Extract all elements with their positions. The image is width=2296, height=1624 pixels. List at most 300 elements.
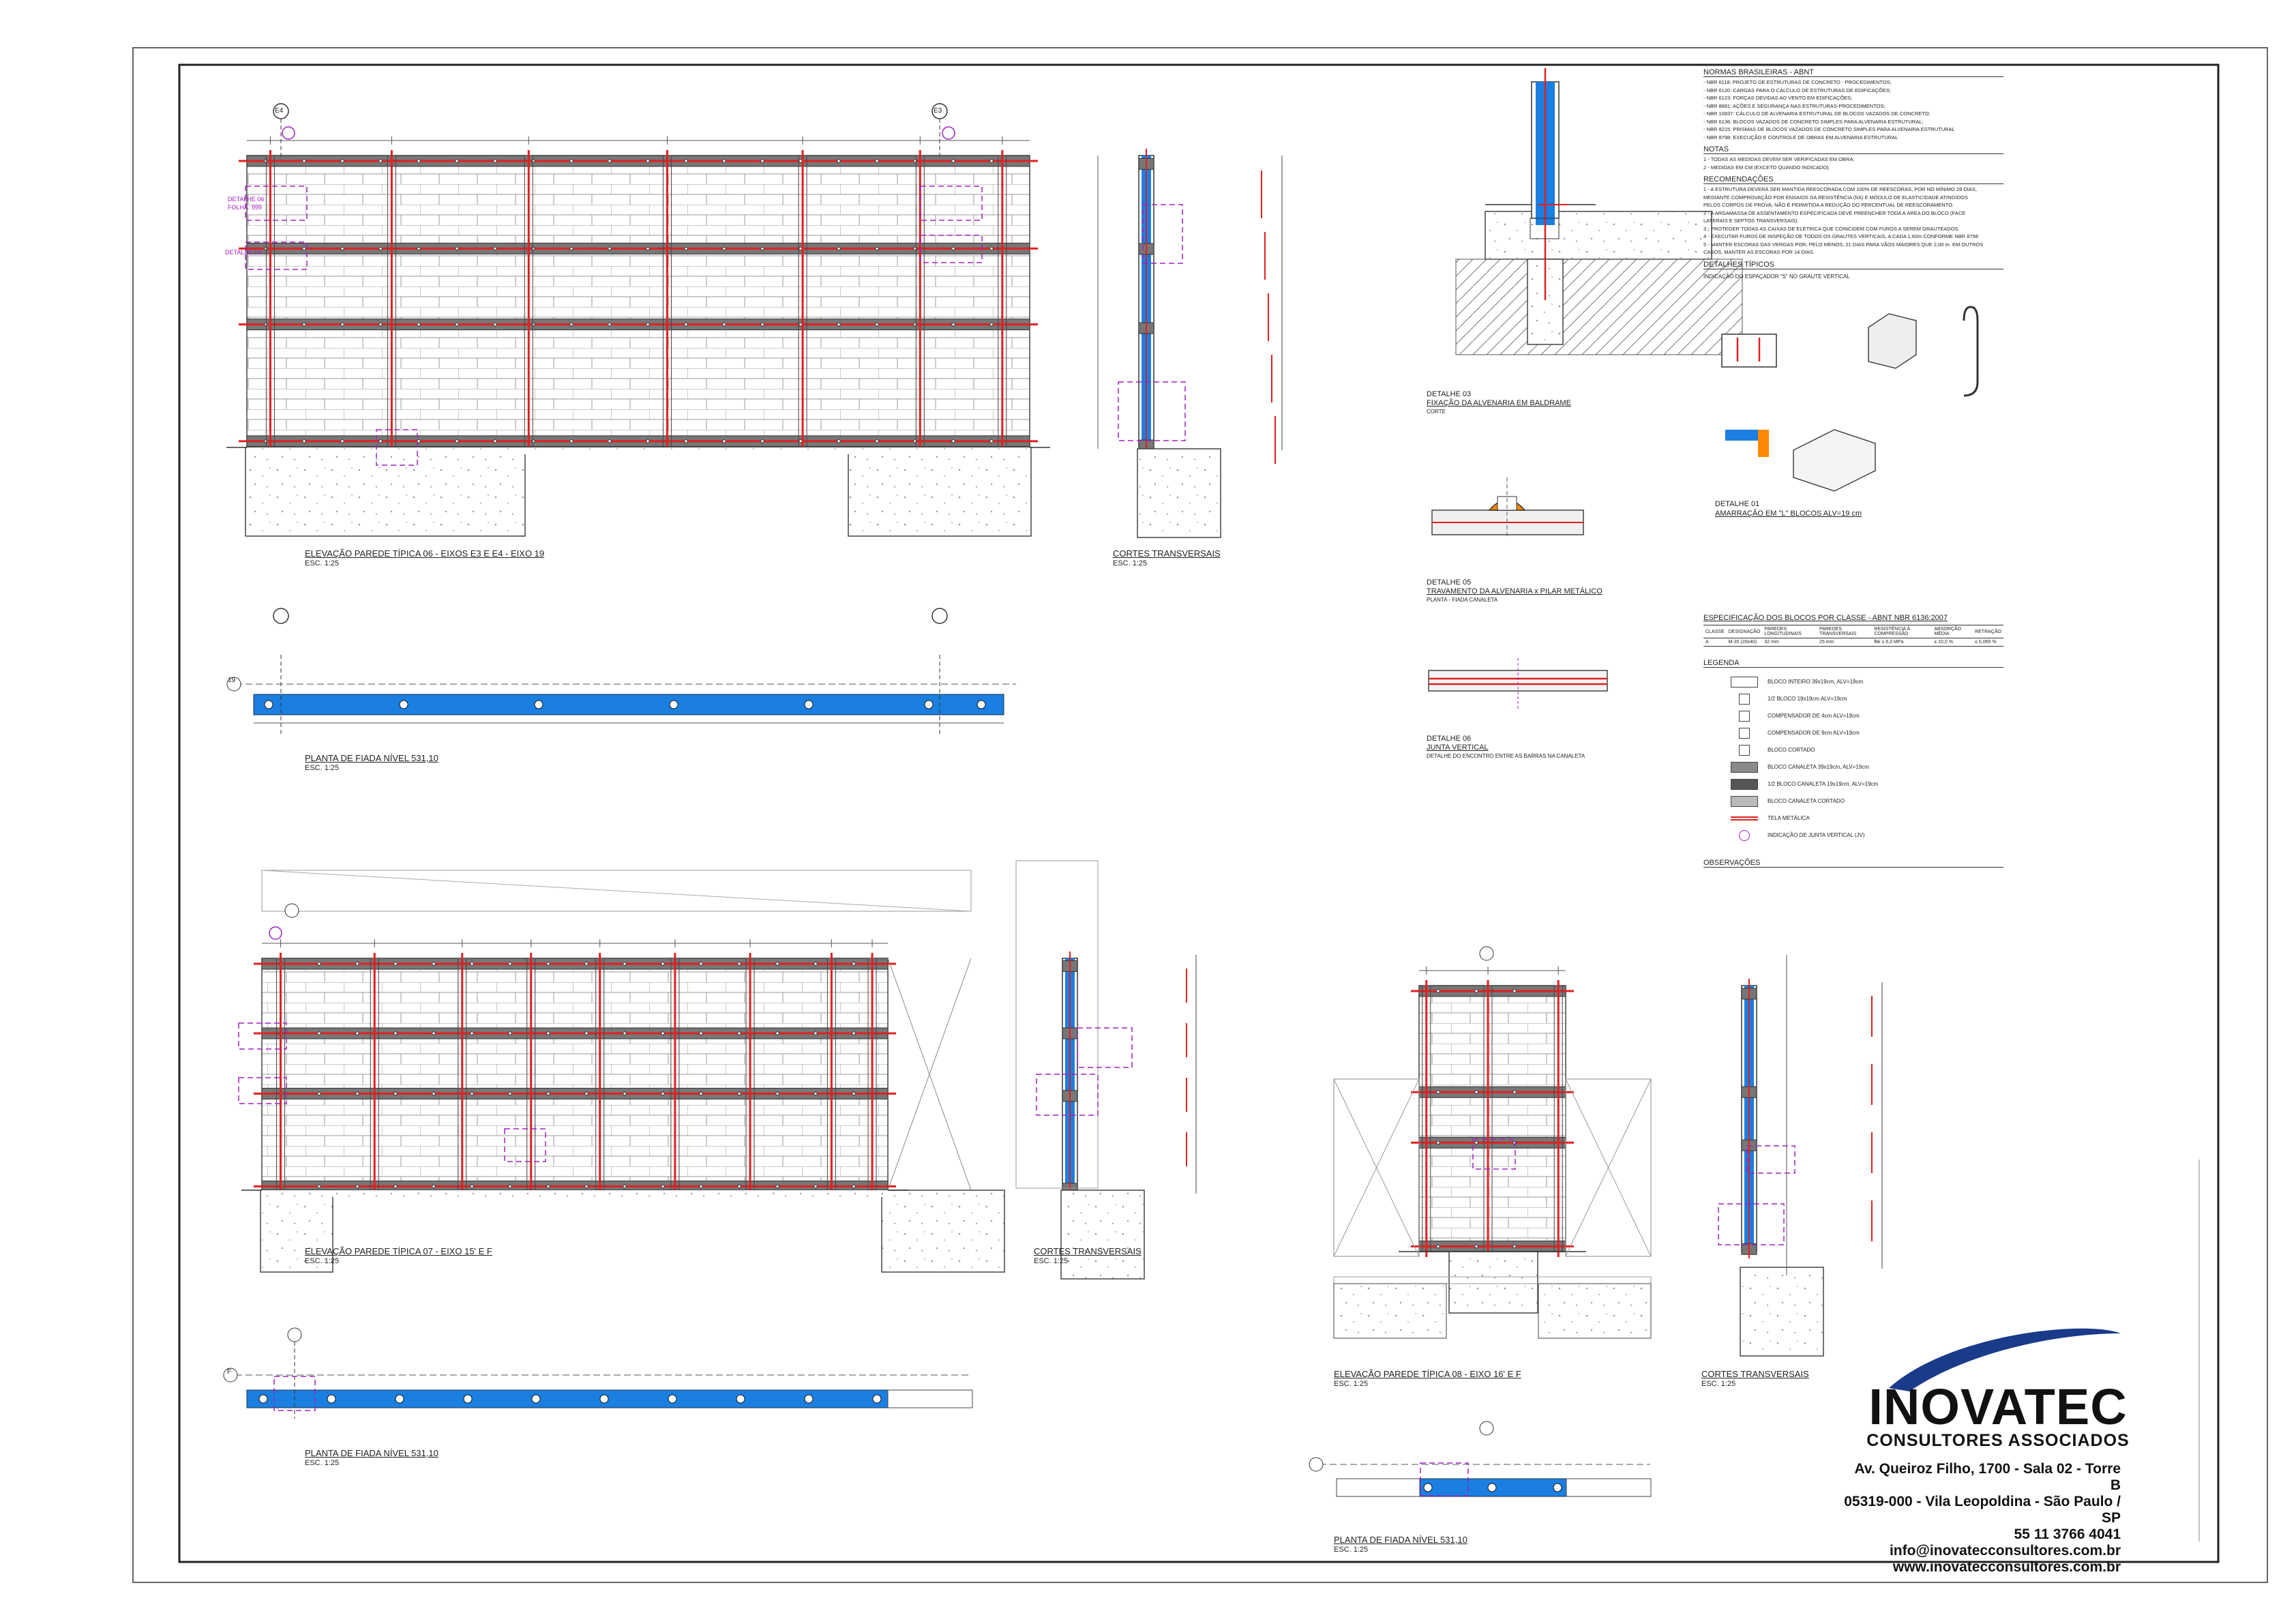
legenda-text: BLOCO INTEIRO 39x19cm, ALV=19cm xyxy=(1768,679,1864,685)
plan07-rebar-dot xyxy=(873,1395,881,1403)
jv-marker-icon xyxy=(282,127,295,139)
espec-cell: 25 mm xyxy=(1817,638,1872,647)
elev07-rebar-dot xyxy=(623,1092,626,1095)
normas-item: - NBR 8798: EXECUÇÃO E CONTROLE DE OBRAS EM ALVENARIA ESTRUTURAL xyxy=(1703,134,1898,141)
axis-e4-label: E4 xyxy=(275,107,284,115)
det03-note: CORTE xyxy=(1427,409,1446,415)
recom-title: RECOMENDAÇÕES xyxy=(1703,175,2003,184)
espec-header-cell: CLASSE xyxy=(1703,625,1727,638)
det06-title: DETALHE 06 xyxy=(1427,735,1472,743)
elev06-rebar-dot xyxy=(837,323,840,325)
elev07-rebar-dot xyxy=(394,1032,397,1035)
cortes1-footing xyxy=(1137,449,1221,537)
elev07-rebar-dot xyxy=(471,1032,473,1035)
elev07-rebar-dot xyxy=(776,1092,779,1095)
elev07-rebar-dot xyxy=(432,1185,435,1187)
det03-title: DETALHE 03 xyxy=(1427,390,1472,398)
plan07-scale: ESC. 1:25 xyxy=(305,1459,340,1467)
elev07-rebar-dot xyxy=(852,1092,855,1095)
elev07-rebar-dot xyxy=(738,1185,741,1187)
legenda-text: INDICAÇÃO DE JUNTA VERTICAL (JV) xyxy=(1768,832,1865,838)
plan06-rebar-dot xyxy=(805,700,813,709)
espec-cell: ≤ 10,0 % xyxy=(1932,638,1973,647)
elev06-rebar-dot xyxy=(379,247,382,250)
plan06-rebar-dot xyxy=(265,700,273,709)
elev08-side-footing xyxy=(1334,1284,1446,1338)
legenda-text: BLOCO CANALETA CORTADO xyxy=(1768,798,1845,804)
elev07-title: ELEVAÇÃO PAREDE TÍPICA 07 - EIXO 15' E F xyxy=(305,1246,492,1256)
elev06-rebar-dot xyxy=(876,440,878,443)
elev06-rebar-dot xyxy=(990,440,993,443)
elev07-rebar-dot xyxy=(661,1185,664,1187)
plan06-rebar-dot xyxy=(925,700,933,709)
elev07-wall xyxy=(262,958,888,1190)
plan06-axis: 19 xyxy=(228,677,236,684)
legenda-swatch xyxy=(1739,711,1750,722)
elev07-rebar-dot xyxy=(318,1092,320,1095)
legenda-item xyxy=(1703,810,2003,827)
cortes2-scale: ESC. 1:25 xyxy=(1034,1257,1069,1265)
elev07-rebar-dot xyxy=(852,1032,855,1035)
elev08-rebar-dot xyxy=(1437,1141,1440,1144)
det03-area xyxy=(1429,99,1702,160)
elev06-rebar-dot xyxy=(990,323,993,325)
espec-cell: ≤ 0,065 % xyxy=(1973,638,2003,647)
elev06-rebar-dot xyxy=(685,160,687,162)
elev06-rebar-dot xyxy=(570,323,573,325)
det05-title: DETALHE 05 xyxy=(1427,578,1472,587)
plan07-axis: F xyxy=(227,1368,232,1376)
elev06-rebar-dot xyxy=(608,160,611,162)
legenda-text: BLOCO CANALETA 39x19cm, ALV=19cm xyxy=(1768,764,1869,770)
elev06-rebar-dot xyxy=(876,160,878,162)
espec-cell: 32 mm xyxy=(1762,638,1817,647)
det03-soil xyxy=(1456,259,1742,355)
legenda-text: COMPENSADOR DE 4cm ALV=19cm xyxy=(1768,713,1860,719)
plan06-axis-bubble-e4 xyxy=(273,608,288,623)
elev07-rebar-dot xyxy=(356,1185,359,1187)
elev08-rebar-dot xyxy=(1475,1141,1478,1144)
cortes2-title: CORTES TRANSVERSAIS xyxy=(1034,1246,1142,1256)
plan07-rebar-dot xyxy=(736,1395,745,1403)
elev07-rebar-dot xyxy=(852,962,855,965)
elev06-rebar-dot xyxy=(952,440,955,443)
elev06-rebar-dot xyxy=(341,323,344,325)
elev06-rebar-dot xyxy=(761,160,764,162)
detail-callout-box xyxy=(1077,1028,1132,1067)
plan08-scale: ESC. 1:25 xyxy=(1334,1546,1369,1554)
elev06-rebar-dot xyxy=(379,323,382,325)
elev06-rebar-dot xyxy=(761,440,764,443)
elev07-rebar-dot xyxy=(776,1185,779,1187)
elev07-rebar-dot xyxy=(814,1032,817,1035)
elev06-title: ELEVAÇÃO PAREDE TÍPICA 06 - EIXOS E3 E E4 - EIXO 19 xyxy=(305,548,545,559)
elev08-scale: ESC. 1:25 xyxy=(1334,1380,1369,1388)
elev07-rebar-dot xyxy=(509,1032,511,1035)
plan06-title: PLANTA DE FIADA NÍVEL 531,10 xyxy=(305,753,438,763)
plan07-rebar-dot xyxy=(396,1395,404,1403)
elev06-rebar-dot xyxy=(761,323,764,325)
plan06-rebar-dot xyxy=(535,700,543,709)
espacador-3d-block xyxy=(1868,314,1916,368)
elev07-rebar-dot xyxy=(700,1185,702,1187)
elev07-rebar-dot xyxy=(623,1185,626,1187)
legenda-item xyxy=(1703,690,2003,707)
legenda-item xyxy=(1703,776,2003,793)
elev06-rebar-dot xyxy=(837,247,840,250)
plan07-axis-bubble-15 xyxy=(288,1328,301,1342)
plan07-title: PLANTA DE FIADA NÍVEL 531,10 xyxy=(305,1448,438,1458)
elev06-rebar-dot xyxy=(494,160,496,162)
elev07-rebar-dot xyxy=(471,1185,473,1187)
espec-table xyxy=(1703,625,2003,647)
elev06-rebar-dot xyxy=(761,247,764,250)
espec-cell: A xyxy=(1703,638,1727,647)
elev07-rebar-dot xyxy=(585,962,588,965)
elev07-rebar-dot xyxy=(814,962,817,965)
elev06-rebar-dot xyxy=(608,247,611,250)
plan06-axis-bubble-e3 xyxy=(932,608,947,623)
elev06-footing xyxy=(245,447,525,536)
plan06-rebar-dot xyxy=(670,700,678,709)
elev06-rebar-dot xyxy=(456,323,458,325)
axis-e3-label: E3 xyxy=(934,107,942,115)
legenda-item xyxy=(1703,724,2003,741)
elev06-rebar-dot xyxy=(532,323,535,325)
elev06-rebar-dot xyxy=(723,440,726,443)
cortes1-scale: ESC. 1:25 xyxy=(1113,559,1148,567)
observacoes-title: OBSERVAÇÕES xyxy=(1703,859,2003,868)
company-phone: 55 11 3766 4041 xyxy=(2014,1526,2121,1542)
cortes3-footing xyxy=(1740,1267,1823,1356)
elev06-rebar-dot xyxy=(417,247,420,250)
elev06-rebar-dot xyxy=(952,160,955,162)
espacador-block-icon xyxy=(1722,334,1776,367)
elev06-rebar-dot xyxy=(341,247,344,250)
plan08-rebar-dot xyxy=(1553,1483,1562,1492)
normas-item: - NBR 6123: FORÇAS DEVIDAS AO VENTO EM EDIFICAÇÕES; xyxy=(1703,95,1853,101)
elev06-rebar-dot xyxy=(952,323,955,325)
normas-section xyxy=(1703,68,2003,280)
espec-header-cell: PAREDES LONGITUDINAIS xyxy=(1762,625,1817,638)
elev07-rebar-dot xyxy=(776,962,779,965)
legenda-swatch xyxy=(1739,694,1750,705)
elev06-rebar-dot xyxy=(685,247,687,250)
plan07-rebar-dot xyxy=(805,1395,813,1403)
elev06-rebar-dot xyxy=(799,323,802,325)
elev06-rebar-dot xyxy=(837,440,840,443)
elev06-rebar-dot xyxy=(990,247,993,250)
elev06-rebar-dot xyxy=(570,247,573,250)
elev07-rebar-dot xyxy=(394,1092,397,1095)
recom-item: CASOS, MANTER AS ESCORAS POR 14 DIAS. xyxy=(1703,249,1815,255)
elev07-rebar-dot xyxy=(585,1092,588,1095)
legenda-swatch xyxy=(1731,677,1758,688)
company-subtitle: CONSULTORES ASSOCIADOS xyxy=(1866,1431,2130,1450)
normas-list xyxy=(1703,78,2003,141)
elev06-rebar-dot xyxy=(570,160,573,162)
cortes2-upper xyxy=(1016,861,1098,1188)
elev06-rebar-dot xyxy=(532,440,535,443)
elev08-rebar-dot xyxy=(1513,1091,1516,1093)
elev08-rebar-dot xyxy=(1475,990,1478,992)
elev06-rebar-dot xyxy=(685,323,687,325)
elev07-rebar-dot xyxy=(394,1185,397,1187)
elev06-rebar-dot xyxy=(532,247,535,250)
elev06-rebar-dot xyxy=(570,440,573,443)
cortes2-footing xyxy=(1061,1190,1144,1279)
elev06-rebar-dot xyxy=(646,247,649,250)
elev06-detail-a: DETALHE 06 xyxy=(228,196,265,203)
elev07-rebar-dot xyxy=(509,1185,511,1187)
elev07-rebar-dot xyxy=(700,1092,702,1095)
elev07-rebar-dot xyxy=(623,1032,626,1035)
elev07-slab xyxy=(262,1190,888,1197)
elev07-rebar-dot xyxy=(738,962,741,965)
elev06-wall xyxy=(247,156,1030,447)
company-block xyxy=(1855,1337,2141,1451)
elev07-rebar-dot xyxy=(471,962,473,965)
notas-title: NOTAS xyxy=(1703,145,2003,154)
det01-subtitle: AMARRAÇÃO EM "L" BLOCOS ALV=19 cm xyxy=(1715,510,1862,518)
elev06-rebar-dot xyxy=(799,247,802,250)
elev07-rebar-dot xyxy=(661,1032,664,1035)
elev06-slab xyxy=(247,447,1030,454)
legenda-swatch xyxy=(1731,779,1758,790)
elev07-rebar-dot xyxy=(661,1092,664,1095)
espec-title: ESPECIFICAÇÃO DOS BLOCOS POR CLASSE - ABNT NBR 6136:2007 xyxy=(1703,614,1948,622)
det06-note: DETALHE DO ENCONTRO ENTRE AS BARRAS NA CANALETA xyxy=(1427,753,1585,759)
elev06-folha: FOLHA: 999 xyxy=(228,204,263,211)
normas-title: NORMAS BRASILEIRAS - ABNT xyxy=(1703,68,2003,77)
plan07-wall-plan xyxy=(247,1390,888,1408)
elev07-rebar-dot xyxy=(547,1092,550,1095)
plan06-scale: ESC. 1:25 xyxy=(305,764,340,772)
elev07-rebar-dot xyxy=(509,1092,511,1095)
elev08-rebar-dot xyxy=(1475,1091,1478,1093)
elev06-rebar-dot xyxy=(952,247,955,250)
legenda-swatch xyxy=(1739,745,1750,756)
elev07-rebar-dot xyxy=(814,1185,817,1187)
normas-item: - NBR 8681: AÇÕES E SEGURANÇA NAS ESTRUTURAS-PROCEDIMENTOS; xyxy=(1703,102,1885,109)
cortes3-scale: ESC. 1:25 xyxy=(1701,1380,1736,1388)
elev06-rebar-dot xyxy=(685,440,687,443)
elev07-rebar-dot xyxy=(852,1185,855,1187)
plan07-rebar-dot xyxy=(259,1395,267,1403)
elev08-rebar-dot xyxy=(1437,1091,1440,1093)
legenda-swatch xyxy=(1731,762,1758,773)
elev06-rebar-dot xyxy=(379,160,382,162)
recom-item: 5 - MANTER ESCORAS DAS VERGAS POR, PELO MENOS, 21 DIAS PARA VÃOS MAIORES QUE 2,00 m. EM OUTROS xyxy=(1703,241,1984,248)
elev07-rebar-dot xyxy=(318,1032,320,1035)
elev07-rebar-dot xyxy=(432,962,435,965)
elev06-rebar-dot xyxy=(417,160,420,162)
elev06-rebar-dot xyxy=(303,247,305,250)
elev06-rebar-dot xyxy=(799,440,802,443)
elev06-detail-b: DETALHE 03 xyxy=(225,249,262,256)
elev06-rebar-dot xyxy=(341,440,344,443)
elev07-rebar-dot xyxy=(585,1185,588,1187)
elev06-rebar-dot xyxy=(303,323,305,325)
cortes1-title: CORTES TRANSVERSAIS xyxy=(1113,548,1221,559)
legenda-swatch xyxy=(1731,816,1758,821)
espec-cell: fbk ≥ 6,0 MPa xyxy=(1872,638,1932,647)
legenda-item xyxy=(1703,793,2003,810)
legenda-swatch xyxy=(1739,728,1750,739)
normas-item: - NBR 6136: BLOCOS VAZADOS DE CONCRETO SIMPLES PARA ALVENARIA ESTRUTURAL; xyxy=(1703,118,1924,125)
elev06-scale: ESC. 1:25 xyxy=(305,559,340,567)
elev07-scale: ESC. 1:25 xyxy=(305,1257,340,1265)
plan08-rebar-dot xyxy=(1424,1483,1432,1492)
elev06-rebar-dot xyxy=(608,440,611,443)
company-email[interactable]: info@inovatecconsultores.com.br xyxy=(1889,1543,2121,1559)
plan07-rebar-dot xyxy=(532,1395,540,1403)
legenda-text: TELA METÁLICA xyxy=(1768,815,1810,821)
recom-list xyxy=(1703,186,2003,256)
espec-header-cell: DESIGNAÇÃO xyxy=(1727,625,1763,638)
normas-item: - NBR 10837: CÁLCULO DE ALVENARIA ESTRUTURAL DE BLOCOS VAZADOS DE CONCRETO; xyxy=(1703,110,1930,117)
company-address1: Av. Queiroz Filho, 1700 - Sala 02 - Torre B xyxy=(1854,1461,2121,1493)
det05-subtitle: TRAVAMENTO DA ALVENARIA x PILAR METÁLICO xyxy=(1427,587,1602,595)
plan08-axis-bubble-16 xyxy=(1480,1421,1493,1435)
espec-section xyxy=(1703,614,2003,868)
det06-subtitle: JUNTA VERTICAL xyxy=(1427,743,1489,752)
recom-item: 2 - A ARGAMASSA DE ASSENTAMENTO ESPECIFICADA DEVE PREENCHER TODA A ÁREA DO BLOCO (FACE xyxy=(1703,209,1966,216)
elev07-rebar-dot xyxy=(738,1092,741,1095)
legenda-item xyxy=(1703,741,2003,758)
jv-marker-icon xyxy=(942,127,955,139)
notas-list xyxy=(1703,156,2003,171)
normas-item: - NBR 6118: PROJETO DE ESTRUTURAS DE CONCRETO - PROCEDIMENTOS; xyxy=(1703,79,1892,85)
legenda-text: BLOCO CORTADO xyxy=(1768,747,1815,753)
legenda-swatch xyxy=(1731,796,1758,807)
elev07-rebar-dot xyxy=(471,1092,473,1095)
legenda-item xyxy=(1703,758,2003,776)
company-name: INOVATEC xyxy=(1868,1378,2128,1435)
elev07-rebar-dot xyxy=(356,1032,359,1035)
elev06-rebar-dot xyxy=(646,160,649,162)
legenda-item xyxy=(1703,707,2003,724)
elev06-rebar-dot xyxy=(990,160,993,162)
elev07-rebar-dot xyxy=(661,962,664,965)
legenda-title: LEGENDA xyxy=(1703,659,2003,668)
normas-item: - NBR 8215: PRISMAS DE BLOCOS VAZADOS DE CONCRETO SIMPLES PARA ALVENARIA ESTRUTURAL xyxy=(1703,126,1955,132)
recom-item: LATERAIS E SEPTOS TRANSVERSAIS). xyxy=(1703,218,1799,224)
elev08-axis-bubble xyxy=(1480,947,1493,960)
elev07-rebar-dot xyxy=(738,1032,741,1035)
elev08-title: ELEVAÇÃO PAREDE TÍPICA 08 - EIXO 16' E F xyxy=(1334,1369,1521,1379)
espacador-s-hook xyxy=(1964,307,1978,396)
elev08-rebar-dot xyxy=(1437,1245,1440,1247)
jv-marker-icon xyxy=(269,927,282,939)
plan08-title: PLANTA DE FIADA NÍVEL 531,10 xyxy=(1334,1535,1467,1545)
elev06-rebar-dot xyxy=(379,440,382,443)
elev06-rebar-dot xyxy=(417,323,420,325)
recom-item: 4 - EXECUTAR FUROS DE INSPEÇÃO DE TODOS OS GRAUTES VERTICAIS, A CADA 1,60m CONFORME NBR 8798 xyxy=(1703,233,1978,239)
elev08-footing xyxy=(1449,1252,1538,1313)
elev06-footing xyxy=(848,447,1031,536)
company-address2: 05319-000 - Vila Leopoldina - São Paulo / SP xyxy=(1844,1494,2121,1526)
elev06-rebar-dot xyxy=(456,247,458,250)
elev07-rebar-dot xyxy=(394,962,397,965)
elev08-rebar-dot xyxy=(1475,1245,1478,1247)
elev06-rebar-dot xyxy=(456,160,458,162)
elev06-rebar-dot xyxy=(494,247,496,250)
elev07-rebar-dot xyxy=(356,1092,359,1095)
elev06-rebar-dot xyxy=(494,440,496,443)
elev07-rebar-dot xyxy=(623,962,626,965)
legenda-item xyxy=(1703,827,2003,844)
plan07-rebar-dot xyxy=(668,1395,676,1403)
espec-header-cell: ABSORÇÃO MÉDIA xyxy=(1932,625,1973,638)
normas-item: - NBR 6120: CARGAS PARA O CÁLCULO DE ESTRUTURAS DE EDIFICAÇÕES; xyxy=(1703,87,1891,93)
cortes3-title: CORTES TRANSVERSAIS xyxy=(1701,1369,1809,1379)
company-web[interactable]: www.inovatecconsultores.com.br xyxy=(1892,1559,2121,1575)
elev06-rebar-dot xyxy=(494,323,496,325)
recom-item: 3 - PROTEGER TODAS AS CAIXAS DE ELÉTRICA QUE COINCIDEM COM FUROS A SEREM GRAUTEADOS. xyxy=(1703,225,1960,232)
elev07-rebar-dot xyxy=(547,962,550,965)
det03-subtitle: FIXAÇÃO DA ALVENARIA EM BALDRAME xyxy=(1427,399,1571,407)
elev08-rebar-dot xyxy=(1513,990,1516,992)
elev06-rebar-dot xyxy=(608,323,611,325)
elev06-rebar-dot xyxy=(646,440,649,443)
plan08-rebar-dot xyxy=(1488,1483,1496,1492)
det01-l-plan-b xyxy=(1758,430,1769,457)
elev06-rebar-dot xyxy=(723,160,726,162)
elev06-rebar-dot xyxy=(303,160,305,162)
elev07-rebar-dot xyxy=(814,1092,817,1095)
elev07-rebar-dot xyxy=(432,1032,435,1035)
elev07-rebar-dot xyxy=(547,1185,550,1187)
elev07-rebar-dot xyxy=(547,1032,550,1035)
elev07-rebar-dot xyxy=(432,1092,435,1095)
legenda-text: 1/2 BLOCO 19x19cm ALV=19cm xyxy=(1768,696,1847,702)
legenda-swatch xyxy=(1739,830,1750,841)
legenda-text: 1/2 BLOCO CANALETA 19x19cm, ALV=19cm xyxy=(1768,781,1879,787)
plan07-rebar-dot xyxy=(464,1395,472,1403)
elev07-footing xyxy=(882,1190,1004,1272)
plan08-side xyxy=(1337,1479,1420,1496)
elev07-rebar-dot xyxy=(318,1185,320,1187)
plan06-rebar-dot xyxy=(400,700,408,709)
recom-item: 1 - A ESTRUTURA DEVERÁ SER MANTIDA REESCORADA COM 100% DE REESCORAS, POR NO MÍNIMO 28 DIAS, xyxy=(1703,186,1977,192)
recom-item: MEDIANTE COMPROVAÇÃO POR ENSAIOS DA RESISTÊNCIA (fck) E MÓDULO DE ELASTICIDADE ATINGIDOS xyxy=(1703,194,1968,201)
elev08-side-footing xyxy=(1538,1284,1651,1338)
elev06-rebar-dot xyxy=(303,440,305,443)
elev07-axis-bubble xyxy=(285,904,299,917)
espec-cell: M-20 (20x40) xyxy=(1727,638,1763,647)
legenda-text: COMPENSADOR DE 9cm ALV=19cm xyxy=(1768,730,1860,736)
elev06-rebar-dot xyxy=(799,160,802,162)
elev06-rebar-dot xyxy=(876,323,878,325)
plan07-opening xyxy=(888,1390,972,1408)
espec-header-cell: PAREDES TRANSVERSAIS xyxy=(1817,625,1872,638)
elev07-rebar-dot xyxy=(776,1032,779,1035)
plan06-rebar-dot xyxy=(977,700,985,709)
plan08-side xyxy=(1566,1479,1651,1496)
elev06-rebar-dot xyxy=(723,247,726,250)
elev07-diag xyxy=(262,870,971,911)
det01-3d-blocks xyxy=(1793,430,1875,491)
plan07-rebar-dot xyxy=(600,1395,608,1403)
det01-title: DETALHE 01 xyxy=(1715,500,1760,508)
notas-item: 2 - MEDIDAS EM CM (EXCETO QUANDO INDICADO). xyxy=(1703,164,1830,171)
plan06-wall-plan xyxy=(254,694,1004,715)
elev06-rebar-dot xyxy=(723,323,726,325)
legenda-list xyxy=(1703,673,2003,844)
elev07-rebar-dot xyxy=(356,962,359,965)
det05-note: PLANTA - FIADA CANALETA xyxy=(1427,597,1498,603)
